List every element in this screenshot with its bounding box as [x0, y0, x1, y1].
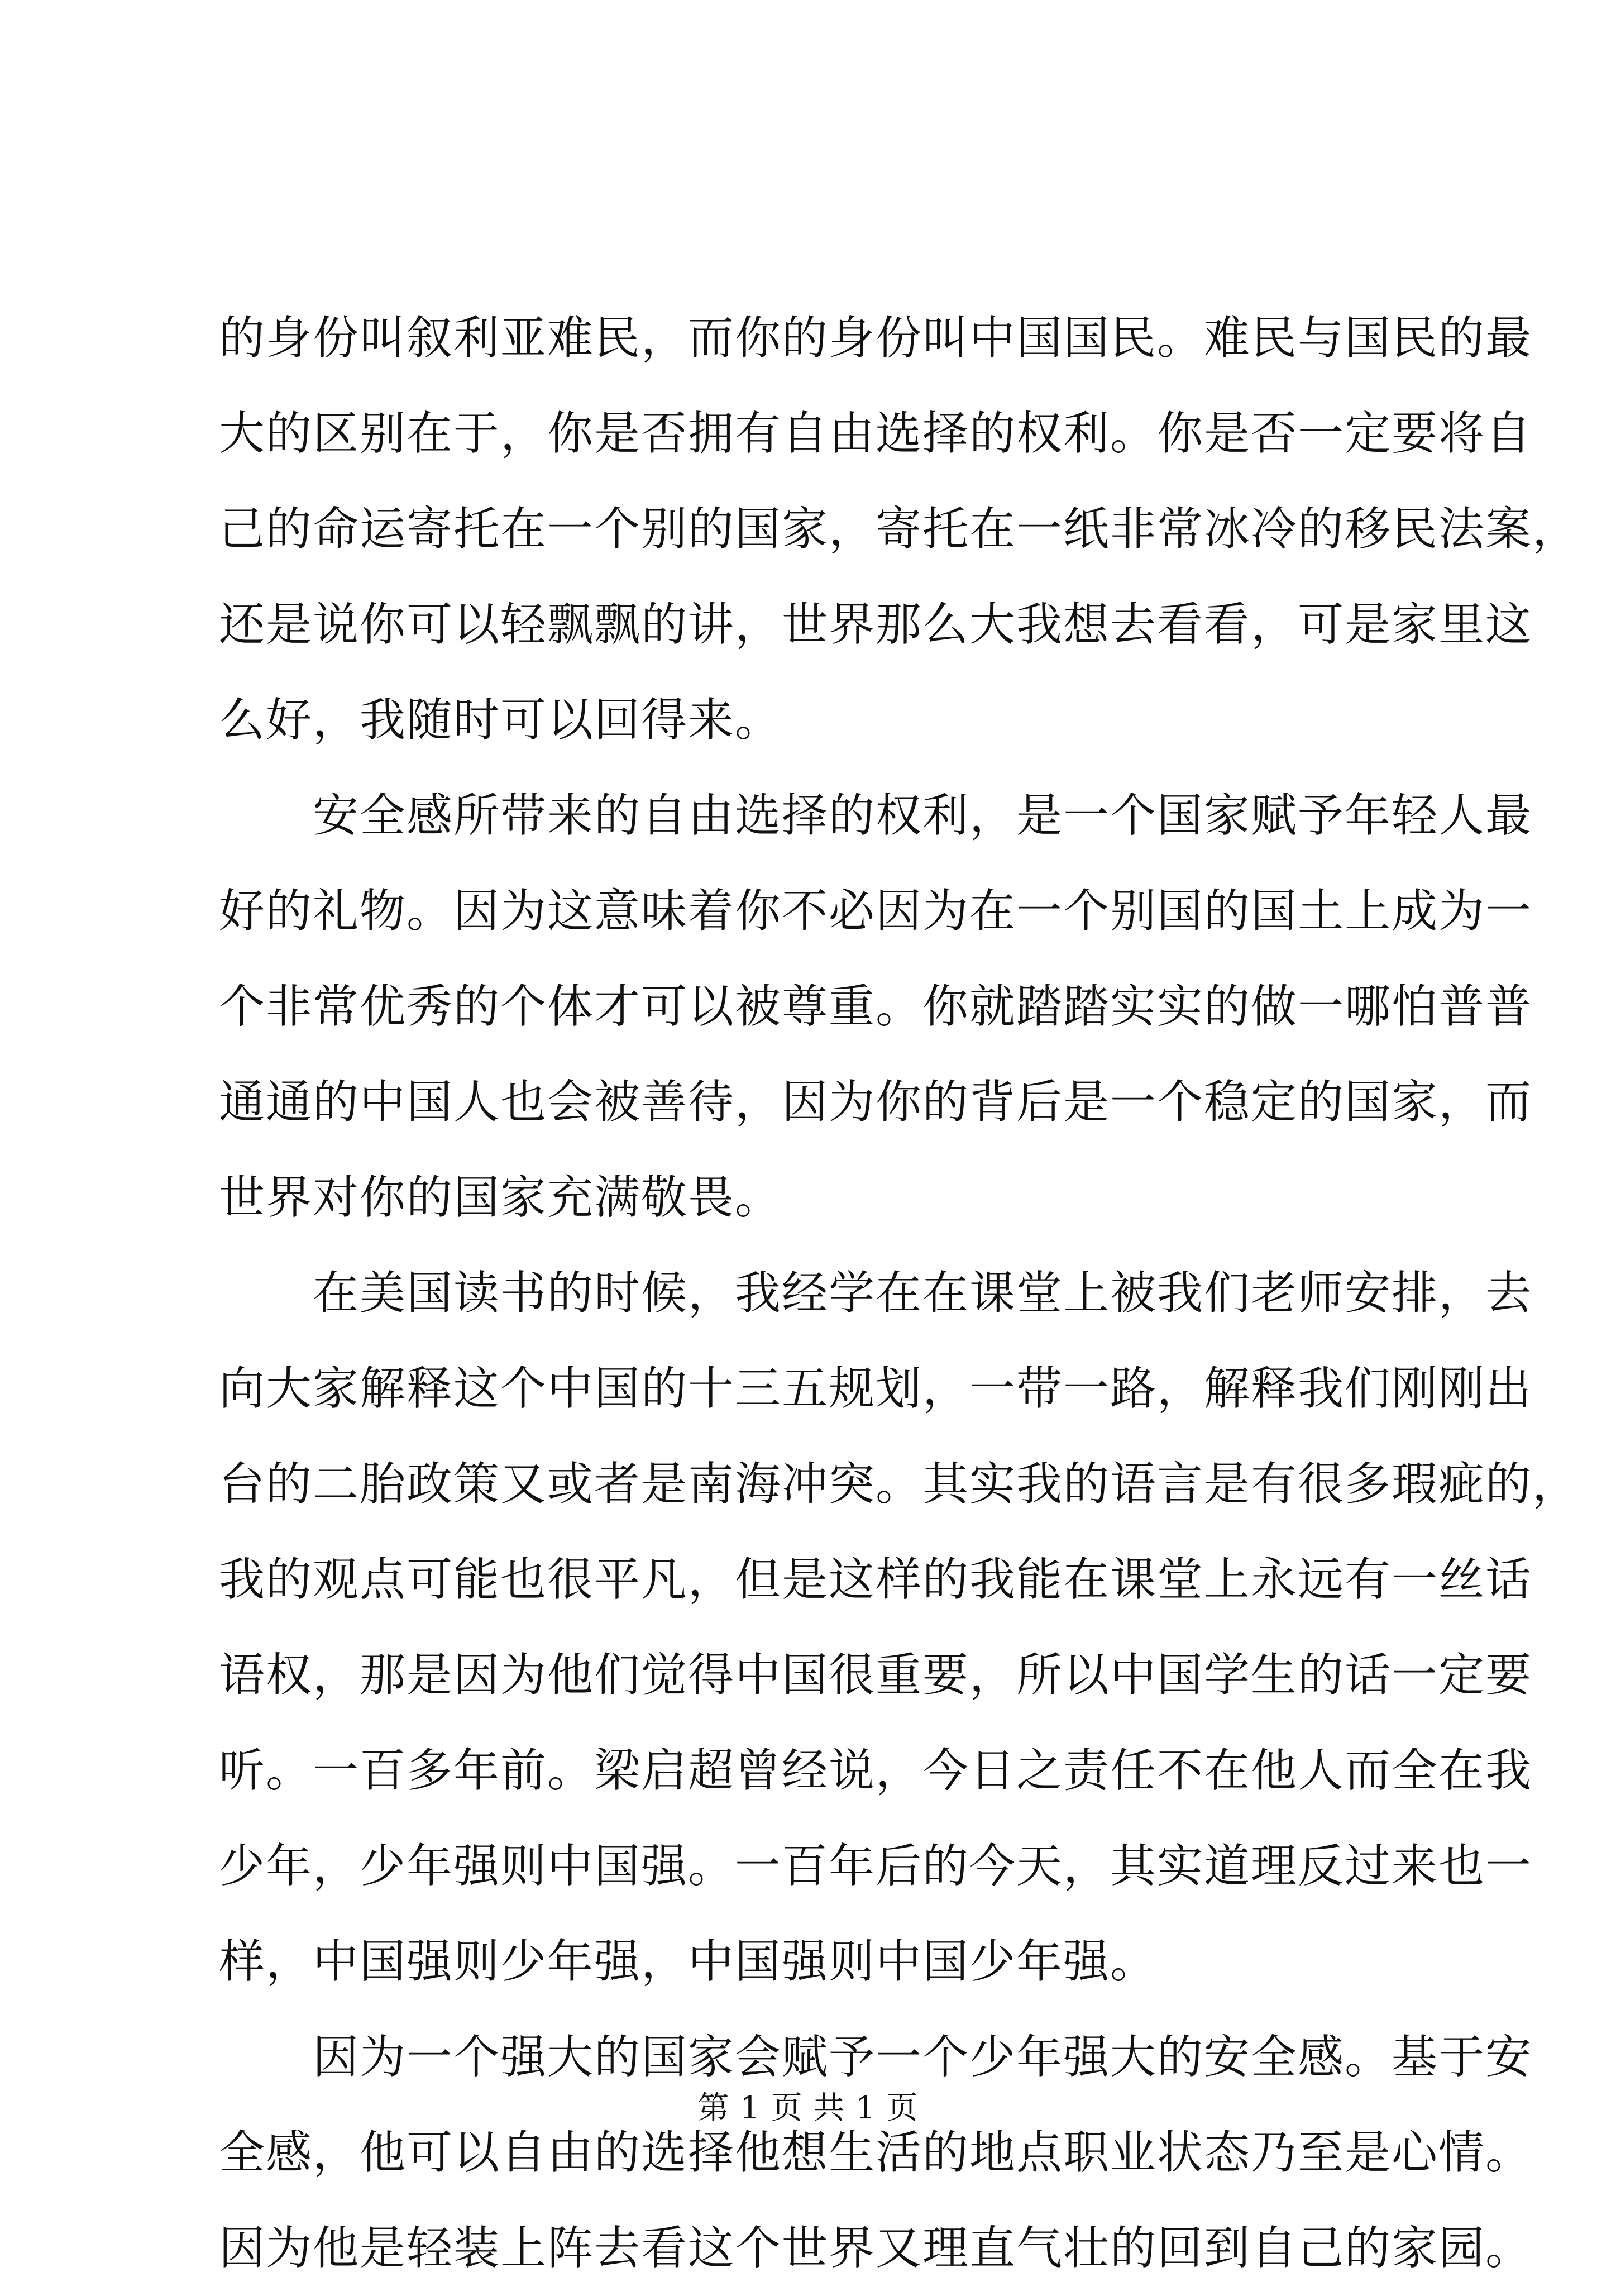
text-line: 因为他是轻装上阵去看这个世界又理直气壮的回到自己的家园。	[219, 2222, 1533, 2275]
paragraph-first-line: 因为一个强大的国家会赋予一个少年强大的安全感。基于安	[313, 2031, 1533, 2084]
text-line: 好的礼物。因为这意味着你不必因为在一个别国的国土上成为一	[219, 885, 1533, 938]
paragraph-first-line: 在美国读书的时候，我经学在在课堂上被我们老师安排，去	[313, 1267, 1533, 1320]
text-line: 个非常优秀的个体才可以被尊重。你就踏踏实实的做一哪怕普普	[219, 980, 1533, 1033]
text-line: 大的区别在于，你是否拥有自由选择的权利。你是否一定要将自	[219, 407, 1533, 460]
text-line: 台的二胎政策又或者是南海冲突。其实我的语言是有很多瑕疵的，	[219, 1458, 1580, 1511]
text-line: 少年，少年强则中国强。一百年后的今天，其实道理反过来也一	[219, 1840, 1533, 1893]
text-line: 全感，他可以自由的选择他想生活的地点职业状态乃至是心情。	[219, 2126, 1533, 2179]
body-text	[219, 290, 1580, 2296]
page-number-footer: 第 1 页 共 1 页	[697, 2090, 919, 2126]
text-line: 样，中国强则少年强，中国强则中国少年强。	[219, 1935, 1158, 1988]
paragraph-first-line: 安全感所带来的自由选择的权利，是一个国家赋予年轻人最	[313, 789, 1533, 842]
text-line: 通通的中国人也会被善待，因为你的背后是一个稳定的国家，而	[219, 1076, 1533, 1129]
text-line: 听。一百多年前。梁启超曾经说，今日之责任不在他人而全在我	[219, 1744, 1533, 1797]
text-line: 世界对你的国家充满敬畏。	[219, 1171, 782, 1224]
text-line: 的身份叫叙利亚难民，而你的身份叫中国国民。难民与国民的最	[219, 312, 1533, 365]
text-line: 还是说你可以轻飘飘的讲，世界那么大我想去看看，可是家里这	[219, 598, 1533, 651]
text-line: 己的命运寄托在一个别的国家，寄托在一纸非常冰冷的移民法案，	[219, 503, 1580, 556]
text-line: 向大家解释这个中国的十三五规划，一带一路，解释我们刚刚出	[219, 1362, 1533, 1415]
text-line: 语权，那是因为他们觉得中国很重要，所以中国学生的话一定要	[219, 1649, 1533, 1702]
text-line: 我的观点可能也很平凡，但是这样的我能在课堂上永远有一丝话	[219, 1553, 1533, 1606]
text-line: 么好，我随时可以回得来。	[219, 694, 782, 747]
